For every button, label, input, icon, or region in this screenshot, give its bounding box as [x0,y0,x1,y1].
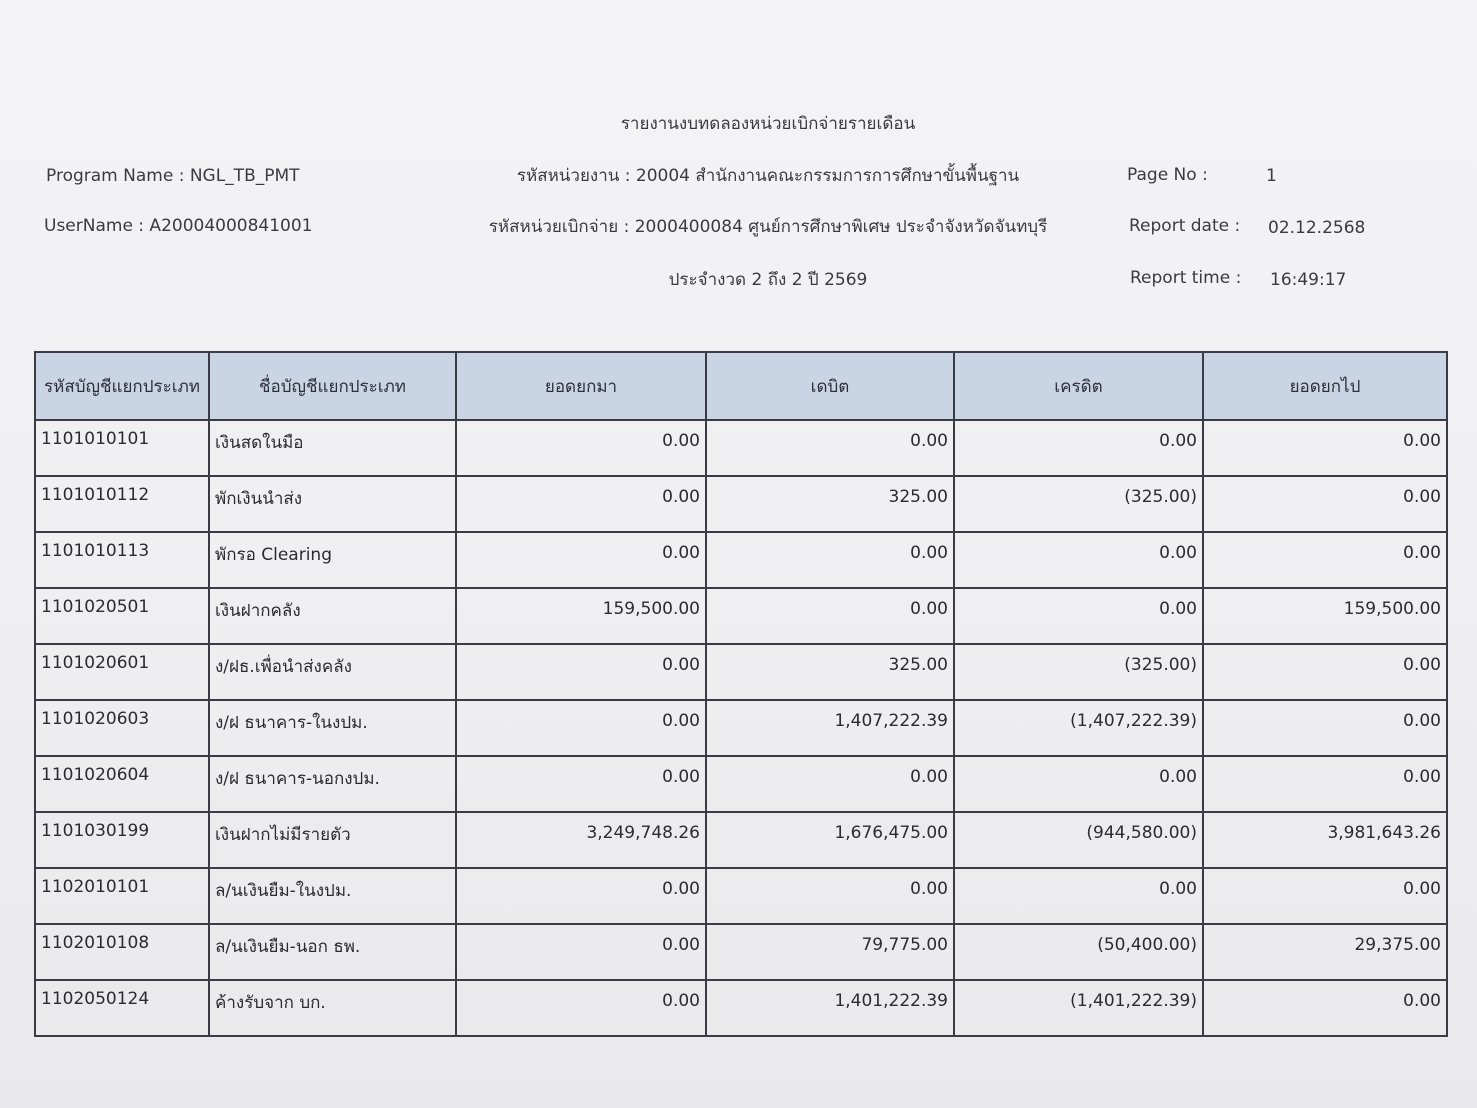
closing-balance-cell: 0.00 [1203,644,1447,700]
account-code-cell: 1102010108 [35,924,209,980]
closing-balance-cell: 0.00 [1203,756,1447,812]
disbursing-unit-line: รหัสหน่วยเบิกจ่าย : 2000400084 ศูนย์การศึกษาพิเศษ ประจำจังหวัดจันทบุรี [488,217,1048,237]
account-name-cell: เงินฝากคลัง [209,588,456,644]
table-row [35,868,1447,924]
opening-balance-cell: 0.00 [456,868,706,924]
opening-balance-cell: 0.00 [456,532,706,588]
program-name: Program Name : NGL_TB_PMT [46,166,300,186]
credit-cell: 0.00 [954,868,1203,924]
report-date-label: Report date : [1129,216,1241,236]
account-code-cell: 1102010101 [35,868,209,924]
closing-balance-cell: 0.00 [1203,980,1447,1036]
debit-cell: 1,401,222.39 [706,980,954,1036]
account-name-cell: พักรอ Clearing [209,532,456,588]
account-code-cell: 1101030199 [35,812,209,868]
credit-cell: 0.00 [954,532,1203,588]
opening-balance-cell: 0.00 [456,644,706,700]
user-name: UserName : A20004000841001 [44,216,313,236]
account-name-cell: ง/ฝ ธนาคาร-นอกงปม. [209,756,456,812]
opening-balance-cell: 0.00 [456,924,706,980]
account-code-cell: 1101020501 [35,588,209,644]
closing-balance-cell: 0.00 [1203,700,1447,756]
opening-balance-cell: 0.00 [456,420,706,476]
account-name-cell: ค้างรับจาก บก. [209,980,456,1036]
col-header-account-code: รหัสบัญชีแยกประเภท [35,352,209,420]
account-name-cell: ล/นเงินยืม-ในงปม. [209,868,456,924]
credit-cell: 0.00 [954,420,1203,476]
account-name-cell: ง/ฝธ.เพื่อนำส่งคลัง [209,644,456,700]
table-header-row [35,352,1447,420]
table-row [35,812,1447,868]
credit-cell: (325.00) [954,476,1203,532]
account-code-cell: 1101020601 [35,644,209,700]
debit-cell: 325.00 [706,476,954,532]
debit-cell: 79,775.00 [706,924,954,980]
credit-cell: (944,580.00) [954,812,1203,868]
closing-balance-cell: 0.00 [1203,868,1447,924]
col-header-debit: เดบิต [706,352,954,420]
account-name-cell: เงินสดในมือ [209,420,456,476]
closing-balance-cell: 29,375.00 [1203,924,1447,980]
debit-cell: 0.00 [706,868,954,924]
debit-cell: 0.00 [706,756,954,812]
debit-cell: 1,676,475.00 [706,812,954,868]
report-time-label: Report time : [1130,268,1242,288]
trial-balance-table [34,351,1448,1037]
closing-balance-cell: 0.00 [1203,532,1447,588]
col-header-credit: เครดิต [954,352,1203,420]
table-row [35,980,1447,1036]
table-row [35,420,1447,476]
closing-balance-cell: 0.00 [1203,420,1447,476]
opening-balance-cell: 0.00 [456,980,706,1036]
credit-cell: (1,407,222.39) [954,700,1203,756]
opening-balance-cell: 3,249,748.26 [456,812,706,868]
opening-balance-cell: 0.00 [456,700,706,756]
report-title: รายงานงบทดลองหน่วยเบิกจ่ายรายเดือน [620,114,916,134]
page-no-value: 1 [1266,166,1277,186]
table-row [35,476,1447,532]
account-code-cell: 1102050124 [35,980,209,1036]
account-name-cell: เงินฝากไม่มีรายตัว [209,812,456,868]
page-no-label: Page No : [1127,165,1208,185]
table-row [35,644,1447,700]
account-code-cell: 1101010113 [35,532,209,588]
table-row [35,588,1447,644]
credit-cell: (1,401,222.39) [954,980,1203,1036]
table-row [35,532,1447,588]
debit-cell: 325.00 [706,644,954,700]
closing-balance-cell: 0.00 [1203,476,1447,532]
account-name-cell: พักเงินนำส่ง [209,476,456,532]
credit-cell: 0.00 [954,588,1203,644]
closing-balance-cell: 3,981,643.26 [1203,812,1447,868]
account-name-cell: ง/ฝ ธนาคาร-ในงปม. [209,700,456,756]
account-code-cell: 1101010112 [35,476,209,532]
credit-cell: (325.00) [954,644,1203,700]
opening-balance-cell: 159,500.00 [456,588,706,644]
table-row [35,924,1447,980]
opening-balance-cell: 0.00 [456,476,706,532]
debit-cell: 0.00 [706,532,954,588]
account-name-cell: ล/นเงินยืม-นอก ธพ. [209,924,456,980]
report-time-value: 16:49:17 [1270,270,1347,290]
col-header-opening-balance: ยอดยกมา [456,352,706,420]
account-code-cell: 1101020604 [35,756,209,812]
account-code-cell: 1101010101 [35,420,209,476]
account-code-cell: 1101020603 [35,700,209,756]
agency-line: รหัสหน่วยงาน : 20004 สำนักงานคณะกรรมการการศึกษาขั้นพื้นฐาน [516,166,1020,186]
opening-balance-cell: 0.00 [456,756,706,812]
debit-cell: 0.00 [706,588,954,644]
credit-cell: 0.00 [954,756,1203,812]
col-header-closing-balance: ยอดยกไป [1203,352,1447,420]
table-row [35,700,1447,756]
debit-cell: 1,407,222.39 [706,700,954,756]
debit-cell: 0.00 [706,420,954,476]
period-line: ประจำงวด 2 ถึง 2 ปี 2569 [668,270,868,290]
closing-balance-cell: 159,500.00 [1203,588,1447,644]
table-row [35,756,1447,812]
credit-cell: (50,400.00) [954,924,1203,980]
report-date-value: 02.12.2568 [1268,218,1366,238]
col-header-account-name: ชื่อบัญชีแยกประเภท [209,352,456,420]
